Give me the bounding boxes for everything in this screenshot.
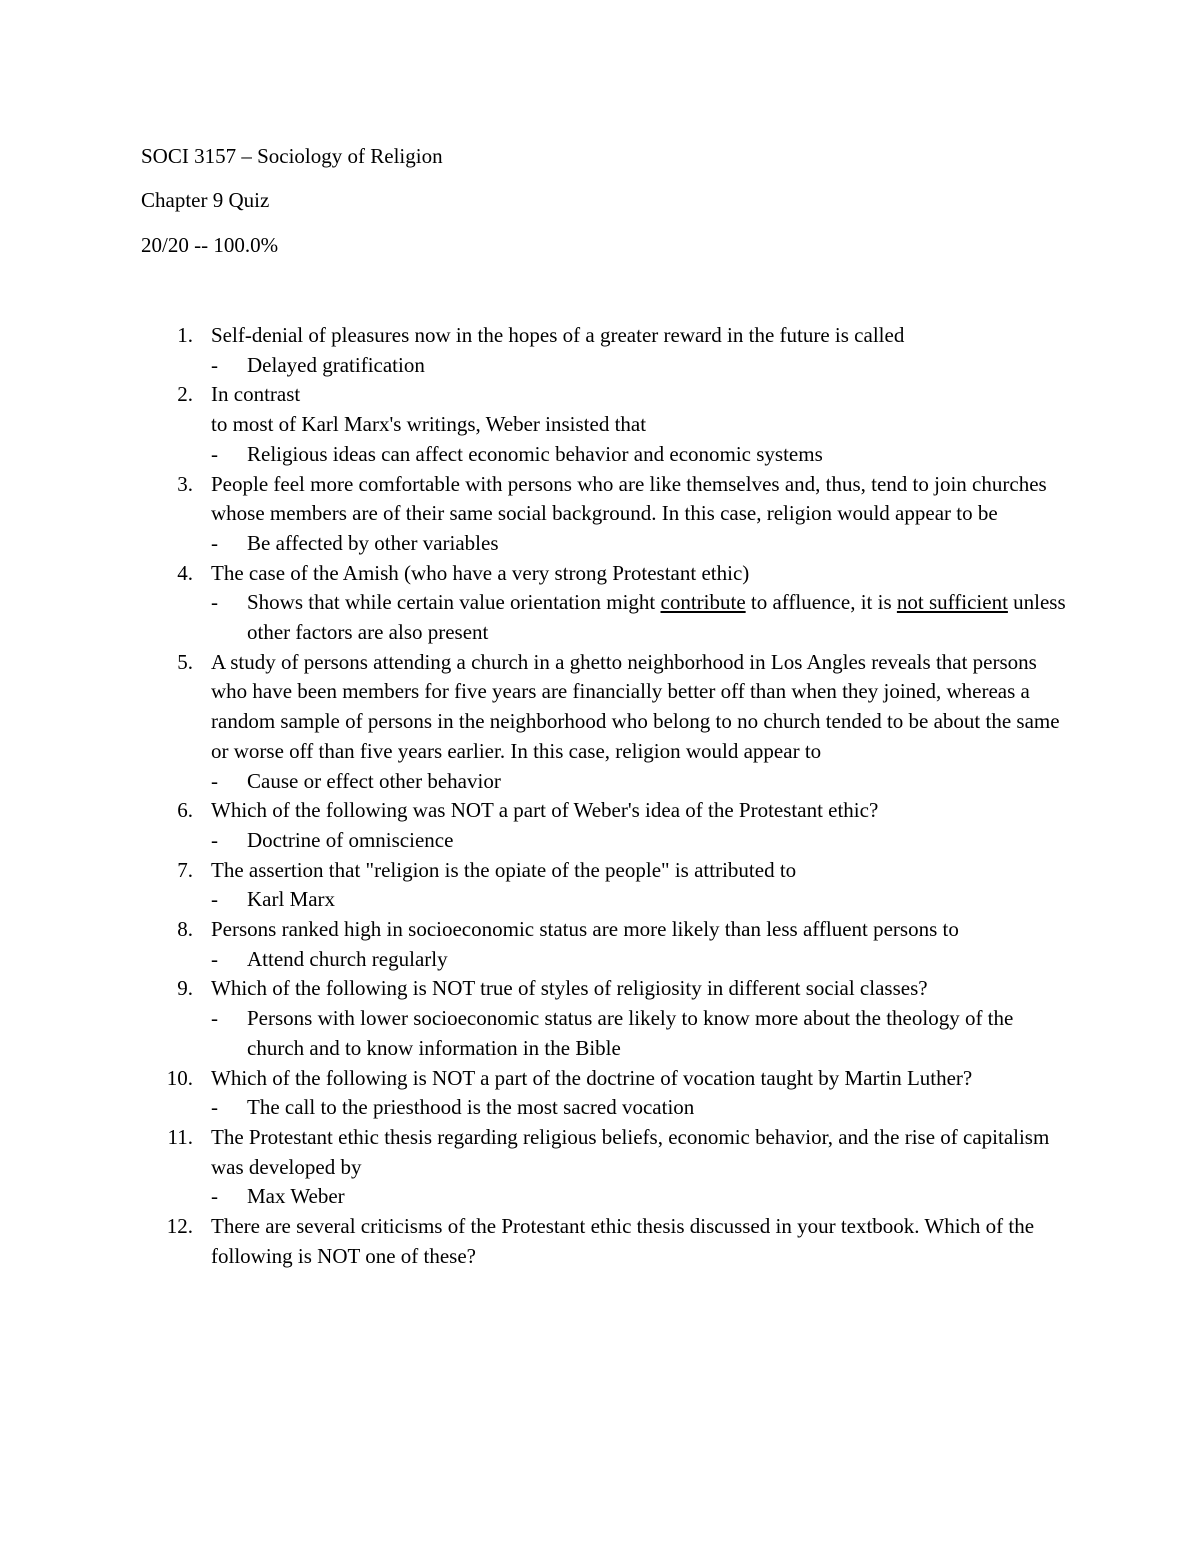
answer	[0, 351, 1200, 381]
question-number: 9.	[177, 976, 193, 1001]
underlined-word-contribute: contribute	[660, 590, 746, 615]
question-number: 10.	[166, 1065, 193, 1090]
question-4	[0, 559, 1200, 648]
question-number: 5.	[177, 649, 193, 674]
answer	[0, 945, 1200, 975]
underlined-phrase-not-sufficient: not sufficient	[896, 590, 1008, 615]
answer	[0, 529, 1200, 559]
question-text: The case of the Amish (who have a very strong Protestant ethic)	[211, 560, 750, 585]
question-text: Self-denial of pleasures now in the hopes of a greater reward in the future is called	[211, 323, 905, 347]
answer	[0, 1093, 1200, 1123]
answer	[0, 767, 1200, 797]
question-number: 12.	[166, 1214, 193, 1239]
course-title: SOCI 3157 – Sociology of Religion	[141, 144, 443, 168]
question-1	[0, 321, 1200, 380]
answer-bullet: -	[211, 590, 218, 615]
question-text: Which of the following was NOT a part of Weber's idea of the Protestant ethic?	[211, 798, 879, 823]
question-number: 7.	[177, 857, 193, 882]
answer-bullet: -	[211, 352, 218, 377]
question-text: The assertion that "religion is the opiate of the people" is attributed to	[211, 857, 797, 882]
question-7	[0, 856, 1200, 915]
question-8	[0, 915, 1200, 974]
question-2	[0, 380, 1200, 469]
question-text: Which of the following is NOT true of styles of religiosity in different social classes?	[211, 976, 928, 1001]
answer	[0, 885, 1200, 915]
question-5	[0, 648, 1200, 797]
question-12	[0, 1212, 1200, 1271]
answer	[0, 826, 1200, 856]
answer	[0, 1182, 1200, 1212]
question-text: Which of the following is NOT a part of the doctrine of vocation taught by Martin Luther?	[211, 1065, 973, 1090]
answer-bullet: -	[211, 530, 218, 555]
answer-bullet: -	[211, 827, 218, 852]
question-text: Persons ranked high in socioeconomic status are more likely than less affluent persons to	[211, 917, 959, 942]
question-list	[0, 321, 1200, 1272]
answer-text	[247, 588, 1067, 647]
question-number: 6.	[177, 798, 193, 823]
question-number: 8.	[177, 917, 193, 942]
answer-text-part: Shows that while certain value orientation might	[247, 590, 661, 615]
question-number: 2.	[177, 382, 193, 407]
answer-text-part: to affluence, it is	[745, 590, 897, 615]
question-number: 4.	[177, 560, 193, 585]
answer-text: Cause or effect other behavior	[247, 768, 501, 793]
answer-text: Delayed gratification	[247, 352, 425, 377]
answer-text-part: unless other factors are also present	[247, 590, 1066, 645]
question-number: 11.	[167, 1124, 193, 1149]
question-text: The Protestant ethic thesis regarding religious beliefs, economic behavior, and the rise of capitalism was developed by	[211, 1124, 1050, 1179]
quiz-score: 20/20 -- 100.0%	[141, 233, 279, 257]
answer-text: Be affected by other variables	[247, 530, 499, 555]
question-text: People feel more comfortable with persons who are like themselves and, thus, tend to join churches whose members are of their same social background. In this case, religion would appear to be	[211, 471, 1047, 526]
answer-text: The call to the priesthood is the most sacred vocation	[247, 1095, 695, 1120]
answer-text: Persons with lower socioeconomic status are likely to know more about the theology of the church and to know information in the Bible	[247, 1006, 1014, 1060]
answer-text: Doctrine of omniscience	[247, 827, 454, 852]
answer-bullet: -	[211, 1095, 218, 1120]
answer-bullet: -	[211, 946, 218, 971]
question-number: 1.	[177, 323, 193, 347]
question-text: A study of persons attending a church in a ghetto neighborhood in Los Angles reveals that persons who have been members for five years are financially better off than when they joined, whereas a random sample of persons in the neighborhood who belong to no church tended to be about the same or worse off than five years earlier. In this case, religion would appear to	[211, 649, 1060, 763]
answer-text: Max Weber	[247, 1184, 345, 1209]
answer-bullet: -	[211, 768, 218, 793]
question-10	[0, 1064, 1200, 1123]
question-11	[0, 1123, 1200, 1212]
answer-text: Karl Marx	[247, 887, 336, 912]
quiz-title: Chapter 9 Quiz	[141, 188, 270, 212]
question-9	[0, 974, 1200, 1063]
question-text: There are several criticisms of the Protestant ethic thesis discussed in your textbook. Which of the following is NOT one of these?	[211, 1214, 1035, 1268]
answer	[0, 588, 1200, 647]
answer-bullet: -	[211, 441, 218, 466]
answer	[0, 1004, 1200, 1063]
question-3	[0, 470, 1200, 559]
answer-bullet: -	[211, 1006, 218, 1031]
answer-text: Attend church regularly	[247, 946, 448, 971]
answer-text: Religious ideas can affect economic behavior and economic systems	[247, 441, 823, 466]
question-text: In contrast to most of Karl Marx's writings, Weber insisted that	[211, 382, 647, 437]
answer-bullet: -	[211, 887, 218, 912]
answer	[0, 440, 1200, 470]
question-6	[0, 796, 1200, 855]
question-number: 3.	[177, 471, 193, 496]
answer-bullet: -	[211, 1184, 218, 1209]
